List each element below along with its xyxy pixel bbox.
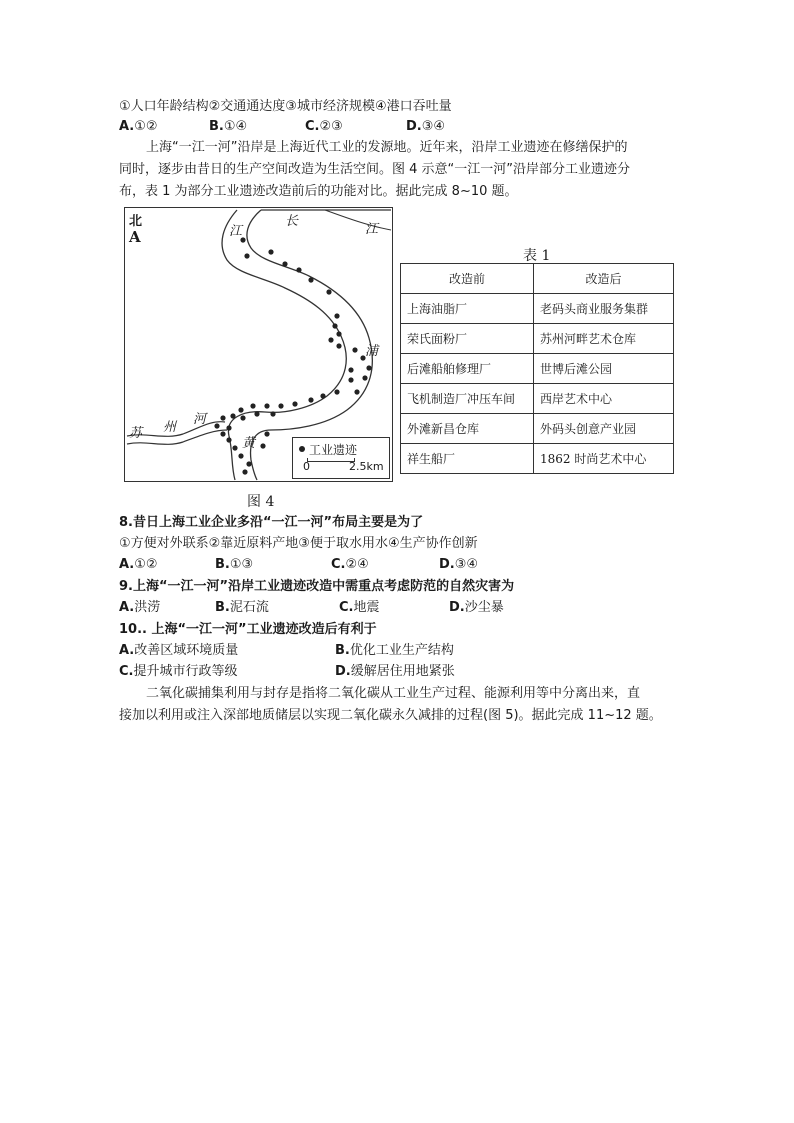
cell-before: 后滩船舶修理厂 — [401, 354, 534, 384]
q9-option-b: B.泥石流 — [215, 600, 269, 615]
map-legend — [292, 437, 390, 479]
q10-option-a: A.改善区域环境质量 — [119, 643, 239, 658]
label-jiang2: 江 — [365, 222, 379, 237]
cell-before: 祥生船厂 — [401, 444, 534, 474]
prev-option-d: D.③④ — [406, 119, 446, 134]
label-zhou: 州 — [163, 420, 177, 435]
label-pu: 浦 — [365, 344, 379, 359]
label-chang: 长 — [285, 214, 299, 229]
q10-stem: 10.. 上海“一江一河”工业遗迹改造后有利于 — [119, 622, 377, 637]
legend-title: 工业遗迹 — [309, 443, 358, 457]
table-header-row — [401, 264, 674, 294]
table-row — [401, 414, 674, 444]
cell-after: 西岸艺术中心 — [534, 384, 674, 414]
label-jiang: 江 — [229, 224, 243, 239]
cell-after: 世博后滩公园 — [534, 354, 674, 384]
cell-before: 荣氏面粉厂 — [401, 324, 534, 354]
cell-after: 苏州河畔艺术仓库 — [534, 324, 674, 354]
north-arrow-icon: A — [129, 228, 141, 246]
q10-option-d: D.缓解居住用地紧张 — [335, 664, 455, 679]
heritage-dot-icon — [299, 446, 305, 452]
scale-distance: 2.5km — [349, 460, 384, 473]
table-row — [401, 354, 674, 384]
q8-option-b: B.①③ — [215, 557, 254, 572]
table-row — [401, 444, 674, 474]
scale-bar — [307, 458, 355, 462]
prev-option-a: A.①② — [119, 119, 158, 134]
q9-option-c: C.地震 — [339, 600, 380, 615]
table-row — [401, 324, 674, 354]
table-row — [401, 294, 674, 324]
q8-option-d: D.③④ — [439, 557, 479, 572]
label-he: 河 — [193, 412, 207, 427]
passage1-line2: 同时，逐步由昔日的生产空间改造为生活空间。图 4 示意“一江一河”沿岸部分工业遗迹分 — [119, 162, 631, 177]
q8-option-c: C.②④ — [331, 557, 369, 572]
cell-after: 1862 时尚艺术中心 — [534, 444, 674, 474]
header-before: 改造前 — [401, 264, 534, 294]
yangtze-bank — [325, 210, 391, 230]
label-huang: 黄 — [242, 436, 256, 451]
cell-after: 外码头创意产业园 — [534, 414, 674, 444]
prev-question-items: ①人口年龄结构②交通通达度③城市经济规模④港口吞吐量 — [119, 99, 452, 114]
cell-before: 飞机制造厂冲压车间 — [401, 384, 534, 414]
q10-option-b: B.优化工业生产结构 — [335, 643, 454, 658]
passage2-line2: 接加以利用或注入深部地质储层以实现二氧化碳永久减排的过程(图 5)。据此完成 11~12 题。 — [119, 708, 662, 723]
q8-option-a: A.①② — [119, 557, 158, 572]
passage1-line3: 布，表 1 为部分工业遗迹改造前后的功能对比。据此完成 8~10 题。 — [119, 184, 518, 199]
table1-title: 表 1 — [523, 248, 551, 264]
passage2-line1: 二氧化碳捕集利用与封存是指将二氧化碳从工业生产过程、能源利用等中分离出来，直 — [146, 686, 641, 701]
scale-zero: 0 — [303, 460, 310, 473]
table-row — [401, 384, 674, 414]
q9-option-a: A.洪涝 — [119, 600, 161, 615]
cell-after: 老码头商业服务集群 — [534, 294, 674, 324]
cell-before: 上海油脂厂 — [401, 294, 534, 324]
cell-before: 外滩新昌仓库 — [401, 414, 534, 444]
q9-stem: 9.上海“一江一河”沿岸工业遗迹改造中需重点考虑防范的自然灾害为 — [119, 579, 515, 594]
q10-option-c: C.提升城市行政等级 — [119, 664, 238, 679]
q8-stem: 8.昔日上海工业企业多沿“一江一河”布局主要是为了 — [119, 515, 424, 530]
passage1-line1: 上海“一江一河”沿岸是上海近代工业的发源地。近年来，沿岸工业遗迹在修缮保护的 — [146, 140, 628, 155]
prev-option-b: B.①④ — [209, 119, 248, 134]
header-after: 改造后 — [534, 264, 674, 294]
north-label: 北 — [129, 214, 143, 229]
prev-option-c: C.②③ — [305, 119, 343, 134]
q8-items: ①方便对外联系②靠近原料产地③便于取水用水④生产协作创新 — [119, 536, 478, 551]
q9-option-d: D.沙尘暴 — [449, 600, 504, 615]
label-su: 苏 — [129, 426, 143, 441]
figure4-caption: 图 4 — [247, 494, 275, 510]
table1 — [400, 263, 674, 474]
